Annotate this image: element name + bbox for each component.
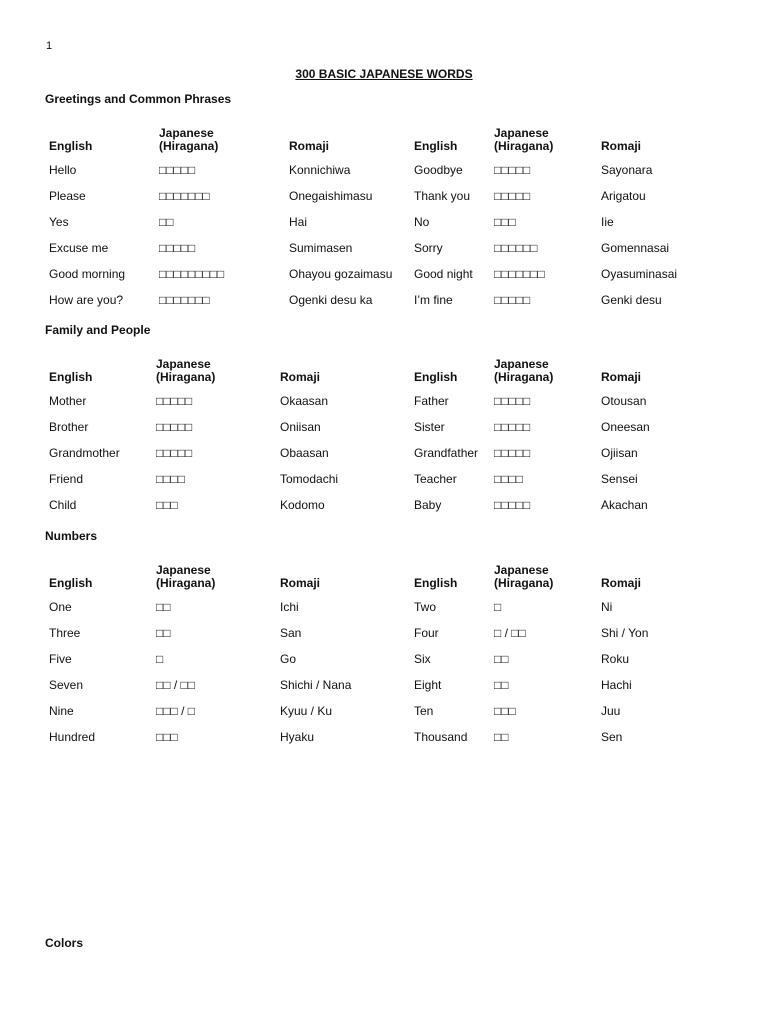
section-title-family: Family and People	[45, 323, 151, 337]
japanese-word: □□□	[156, 498, 178, 512]
romaji-word: San	[280, 626, 302, 640]
english-word: Six	[414, 652, 431, 666]
romaji-word: Ohayou gozaimasu	[289, 267, 393, 281]
english-word: Grandfather	[414, 446, 479, 460]
romaji-word: Konnichiwa	[289, 163, 351, 177]
japanese-word: □□□□□□	[494, 241, 538, 255]
romaji-word: Arigatou	[601, 189, 646, 203]
romaji-word: Ojiisan	[601, 446, 638, 460]
japanese-word: □□	[156, 600, 171, 614]
japanese-word: □□□□□	[159, 163, 196, 177]
japanese-word: □□	[494, 730, 509, 744]
english-word: Five	[49, 652, 72, 666]
table-row	[45, 260, 705, 286]
romaji-word: Genki desu	[601, 293, 662, 307]
header-english: English	[414, 139, 458, 153]
header-romaji: Romaji	[280, 370, 321, 384]
document-title: 300 BASIC JAPANESE WORDS	[295, 67, 473, 81]
romaji-word: Gomennasai	[601, 241, 670, 255]
japanese-word: □	[156, 652, 164, 666]
japanese-word: □□□	[494, 704, 516, 718]
japanese-word: □□□□□	[494, 498, 531, 512]
english-word: Goodbye	[414, 163, 463, 177]
header-english: English	[49, 576, 93, 590]
english-word: Eight	[414, 678, 442, 692]
english-word: Ten	[414, 704, 434, 718]
english-word: Grandmother	[49, 446, 120, 460]
japanese-word: □□□□□	[494, 446, 531, 460]
table-header-row	[45, 120, 705, 156]
romaji-word: Hai	[289, 215, 308, 229]
romaji-word: Oneesan	[601, 420, 650, 434]
romaji-word: Juu	[601, 704, 621, 718]
table-row	[45, 619, 705, 645]
romaji-word: Roku	[601, 652, 630, 666]
header-japanese: Japanese (Hiragana)	[494, 563, 554, 590]
english-word: Child	[49, 498, 77, 512]
romaji-word: Go	[280, 652, 297, 666]
header-romaji: Romaji	[601, 576, 642, 590]
english-word: Sorry	[414, 241, 443, 255]
english-word: Hello	[49, 163, 77, 177]
english-word: Sister	[414, 420, 445, 434]
english-word: Yes	[49, 215, 69, 229]
english-word: Mother	[49, 394, 87, 408]
japanese-word: □□□□	[156, 472, 185, 486]
romaji-word: Tomodachi	[280, 472, 339, 486]
header-english: English	[49, 370, 93, 384]
japanese-word: □□□□□	[494, 394, 531, 408]
english-word: One	[49, 600, 72, 614]
table-row	[45, 234, 705, 260]
romaji-word: Sen	[601, 730, 623, 744]
romaji-word: Okaasan	[280, 394, 329, 408]
japanese-word: □□	[156, 626, 171, 640]
japanese-word: □□□	[494, 215, 516, 229]
japanese-word: □□	[494, 678, 509, 692]
english-word: Hundred	[49, 730, 96, 744]
english-word: Brother	[49, 420, 89, 434]
romaji-word: Oyasuminasai	[601, 267, 678, 281]
section-title-colors: Colors	[45, 936, 84, 950]
romaji-word: Kyuu / Ku	[280, 704, 333, 718]
table-row	[45, 413, 705, 439]
table-family	[45, 351, 705, 517]
header-english: English	[414, 370, 458, 384]
english-word: Father	[414, 394, 449, 408]
japanese-word: □□□□□	[156, 420, 193, 434]
header-romaji: Romaji	[289, 139, 330, 153]
english-word: Excuse me	[49, 241, 109, 255]
romaji-word: Shi / Yon	[601, 626, 649, 640]
japanese-word: □□□□□	[494, 163, 531, 177]
japanese-word: □□□□□	[494, 189, 531, 203]
table-row	[45, 156, 705, 182]
romaji-word: Kodomo	[280, 498, 325, 512]
table-greetings	[45, 120, 705, 312]
japanese-word: □□	[159, 215, 174, 229]
romaji-word: Akachan	[601, 498, 648, 512]
table-row	[45, 465, 705, 491]
romaji-word: Ogenki desu ka	[289, 293, 373, 307]
table-row	[45, 697, 705, 723]
section-title-numbers: Numbers	[45, 529, 98, 543]
romaji-word: Sayonara	[601, 163, 653, 177]
table-header-row	[45, 351, 705, 387]
english-word: Nine	[49, 704, 74, 718]
japanese-word: □□□□□□□□□	[159, 267, 225, 281]
japanese-word: □□□□	[494, 472, 523, 486]
table-header-row	[45, 557, 705, 593]
english-word: Friend	[49, 472, 84, 486]
japanese-word: □□□ / □	[156, 704, 195, 718]
japanese-word: □□□□□	[494, 293, 531, 307]
romaji-word: Ichi	[280, 600, 299, 614]
japanese-word: □□□□□□□	[494, 267, 545, 281]
english-word: Thank you	[414, 189, 471, 203]
japanese-word: □□□□□	[159, 241, 196, 255]
romaji-word: Sumimasen	[289, 241, 353, 255]
header-japanese: Japanese (Hiragana)	[494, 357, 554, 384]
english-word: Three	[49, 626, 81, 640]
english-word: Please	[49, 189, 86, 203]
japanese-word: □□	[494, 652, 509, 666]
page-number: 1	[46, 40, 53, 52]
english-word: How are you?	[49, 293, 124, 307]
header-english: English	[414, 576, 458, 590]
japanese-word: □□□□□□□	[159, 293, 210, 307]
header-romaji: Romaji	[601, 139, 642, 153]
english-word: Four	[414, 626, 439, 640]
table-row	[45, 491, 705, 517]
japanese-word: □□ / □□	[156, 678, 195, 692]
table-row	[45, 671, 705, 697]
english-word: Thousand	[414, 730, 468, 744]
english-word: Good morning	[49, 267, 126, 281]
english-word: Baby	[414, 498, 442, 512]
table-row	[45, 208, 705, 234]
japanese-word: □□□□□	[494, 420, 531, 434]
english-word: I’m fine	[414, 293, 453, 307]
header-japanese: Japanese (Hiragana)	[156, 563, 216, 590]
english-word: Good night	[414, 267, 473, 281]
romaji-word: Obaasan	[280, 446, 329, 460]
romaji-word: Hyaku	[280, 730, 315, 744]
english-word: Two	[414, 600, 437, 614]
romaji-word: Sensei	[601, 472, 638, 486]
english-word: Teacher	[414, 472, 457, 486]
table-row	[45, 439, 705, 465]
romaji-word: Iie	[601, 215, 614, 229]
romaji-word: Oniisan	[280, 420, 321, 434]
table-row	[45, 593, 705, 619]
japanese-word: □	[494, 600, 502, 614]
table-numbers	[45, 557, 705, 749]
header-japanese: Japanese (Hiragana)	[494, 126, 554, 153]
romaji-word: Hachi	[601, 678, 632, 692]
table-row	[45, 182, 705, 208]
english-word: Seven	[49, 678, 84, 692]
japanese-word: □□□□□	[156, 446, 193, 460]
english-word: No	[414, 215, 430, 229]
japanese-word: □□□□□□□	[159, 189, 210, 203]
header-japanese: Japanese (Hiragana)	[159, 126, 219, 153]
header-romaji: Romaji	[280, 576, 321, 590]
japanese-word: □ / □□	[494, 626, 526, 640]
header-english: English	[49, 139, 93, 153]
japanese-word: □□□□□	[156, 394, 193, 408]
table-row	[45, 286, 705, 312]
romaji-word: Otousan	[601, 394, 647, 408]
romaji-word: Ni	[601, 600, 613, 614]
table-row	[45, 645, 705, 671]
japanese-word: □□□	[156, 730, 178, 744]
section-title-greetings: Greetings and Common Phrases	[45, 92, 232, 106]
romaji-word: Onegaishimasu	[289, 189, 373, 203]
table-row	[45, 387, 705, 413]
romaji-word: Shichi / Nana	[280, 678, 352, 692]
header-japanese: Japanese (Hiragana)	[156, 357, 216, 384]
header-romaji: Romaji	[601, 370, 642, 384]
table-row	[45, 723, 705, 749]
